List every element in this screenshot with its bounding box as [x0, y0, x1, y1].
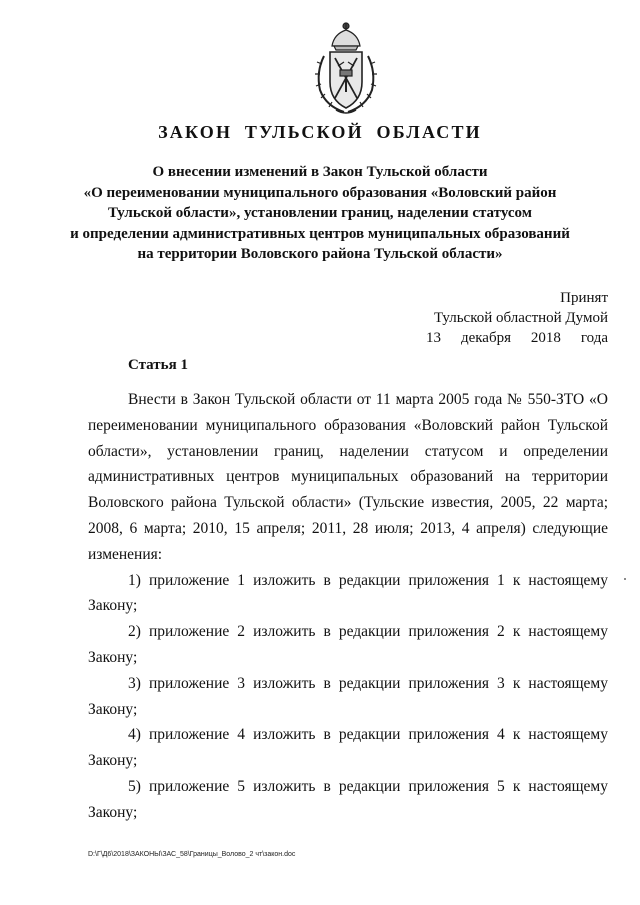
article-item: 4) приложение 4 изложить в редакции приложения 4 к настоящему Закону; [88, 726, 608, 770]
law-subtitle [60, 162, 580, 265]
adoption-month: декабря [460, 330, 511, 346]
coat-of-arms-icon [310, 20, 382, 118]
adopted-word: Принят [560, 290, 608, 306]
article-item: 2) приложение 2 изложить в редакции приложения 2 к настоящему Закону; [88, 623, 608, 666]
article-item: 1) приложение 1 изложить в редакции приложения 1 к настоящему Закону; [88, 571, 608, 615]
subtitle-line: «О переименовании муниципального образования «Воловский район [83, 184, 557, 201]
adoption-day: 13 [426, 330, 441, 346]
article-body [88, 387, 608, 826]
subtitle-line: и определении административных центров муниципальных образований [70, 225, 570, 242]
law-title: ЗАКОН ТУЛЬСКОЙ ОБЛАСТИ [158, 122, 482, 142]
article-intro: Внести в Закон Тульской области от 11 марта 2005 года № 550-ЗТО «О переименовании муниципального образования «Воловский район Тульской области», установлении границ, наделении статусом и определении административных центров муниципальных образований на территории Воловского района Тульской области» (Тульские известия, 2005, 22 марта; 2008, 6 марта; 2010, 15 апреля; 2011, 28 июля; 2013, 4 апреля) следующие изменения: [88, 391, 608, 563]
file-path-footer: D:\Г\Д6\2018\ЗАКОНЫ\ЗАС_58\Границы_Волово_2 чт\закон.doc [88, 851, 296, 858]
adoption-block [426, 288, 608, 348]
adopted-by: Тульской областной Думой [433, 310, 608, 326]
article-item: 3) приложение 3 изложить в редакции приложения 3 к настоящему Закону; [88, 674, 608, 718]
scan-speck [624, 578, 626, 580]
adoption-date [426, 328, 608, 348]
article-heading: Статья 1 [128, 357, 188, 373]
article-item: 5) приложение 5 изложить в редакции приложения 5 к настоящему Закону; [88, 777, 608, 821]
adoption-year-word: года [580, 330, 608, 346]
subtitle-line: О внесении изменений в Закон Тульской области [152, 164, 488, 180]
adoption-year: 2018 [530, 330, 561, 346]
subtitle-line: Тульской области», установлении границ, наделении статусом [108, 205, 532, 221]
subtitle-line: на территории Воловского района Тульской области» [137, 246, 503, 262]
